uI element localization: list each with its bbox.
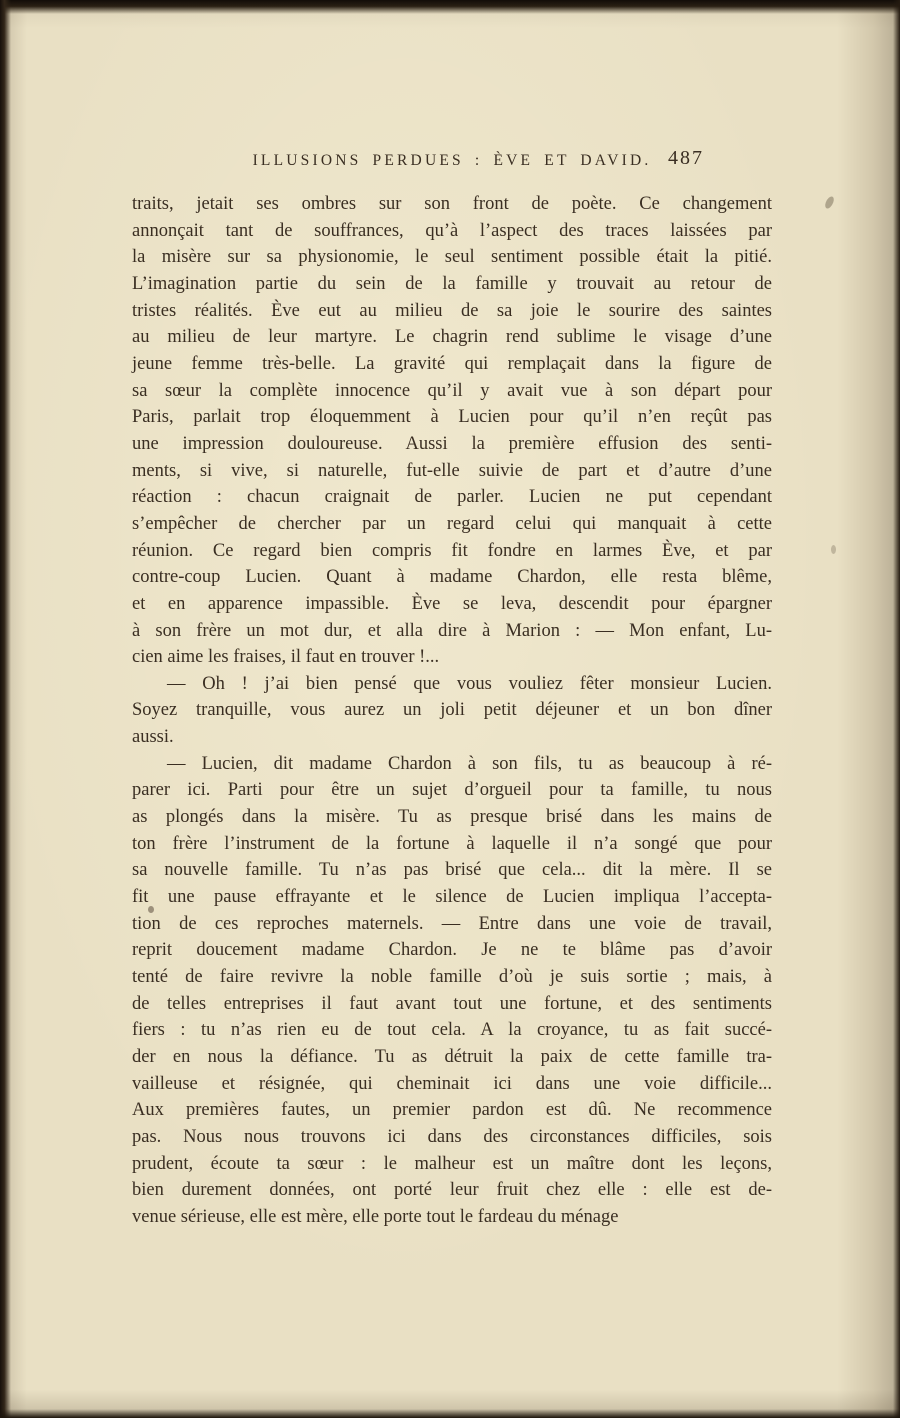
text-line: sa nouvelle famille. Tu n’as pas brisé que cela... dit la mère. Il se (132, 860, 772, 881)
text-line: der en nous la défiance. Tu as détruit la paix de cette famille tra- (132, 1047, 772, 1067)
scan-edge-right (893, 0, 900, 1418)
text-line: la misère sur sa physionomie, le seul sentiment possible était la pitié. (132, 247, 772, 268)
text-line: réaction : chacun craignait de parler. Lucien ne put cependant (132, 487, 772, 508)
text-line: annonçait tant de souffrances, qu’à l’aspect des traces laissées par (132, 220, 772, 241)
scan-edge-bottom (0, 1409, 900, 1418)
text-line: contre-coup Lucien. Quant à madame Chardon, elle resta blême, (132, 567, 772, 588)
text-line: sa sœur la complète innocence qu’il y avait vue à son départ pour (132, 380, 772, 401)
text-line: au milieu de leur martyre. Le chagrin rend sublime le visage d’une (132, 327, 772, 348)
text-line: et en apparence impassible. Ève se leva, descendit pour épargner (132, 593, 772, 614)
text-line: fiers : tu n’as rien eu de tout cela. A la croyance, tu as fait succé- (132, 1020, 772, 1041)
scan-speck (824, 195, 835, 210)
text-line: parer ici. Parti pour être un sujet d’orgueil pour ta famille, tu nous (132, 780, 772, 801)
running-header (132, 147, 772, 178)
text-line: reprit doucement madame Chardon. Je ne te blâme pas d’avoir (132, 940, 772, 961)
page-number: 487 (668, 147, 704, 169)
text-line: — Oh ! j’ai bien pensé que vous vouliez fêter monsieur Lucien. (167, 673, 772, 694)
text-line: tion de ces reproches maternels. — Entre dans une voie de travail, (132, 913, 772, 934)
page-content (132, 0, 772, 1231)
text-line: à son frère un mot dur, et alla dire à Marion : — Mon enfant, Lu- (132, 620, 772, 641)
running-header-title: ILLUSIONS PERDUES : ÈVE ET DAVID. (252, 152, 652, 169)
text-line: traits, jetait ses ombres sur son front de poète. Ce changement (132, 194, 772, 214)
text-line: cien aime les fraises, il faut en trouver !... (132, 647, 440, 668)
text-line: prudent, écoute ta sœur : le malheur est un maître dont les leçons, (132, 1153, 772, 1174)
scan-edge-left (0, 0, 11, 1418)
text-body (132, 191, 772, 1231)
text-line: — Lucien, dit madame Chardon à son fils, tu as beaucoup à ré- (167, 753, 772, 774)
text-line: L’imagination partie du sein de la famille y trouvait au retour de (132, 273, 772, 294)
text-line: aussi. (132, 727, 174, 748)
text-line: pas. Nous nous trouvons ici dans des circonstances difficiles, sois (132, 1126, 772, 1147)
text-line: venue sérieuse, elle est mère, elle porte tout le fardeau du ménage (132, 1206, 619, 1227)
text-line: réunion. Ce regard bien compris fit fondre en larmes Ève, et par (132, 540, 772, 561)
text-line: Paris, parlait trop éloquemment à Lucien pour qu’il n’en reçût pas (132, 407, 772, 428)
text-line: tristes réalités. Ève eut au milieu de sa joie le sourire des saintes (132, 300, 772, 321)
text-line: bien durement données, ont porté leur fruit chez elle : elle est de- (132, 1180, 772, 1201)
text-line: as plongés dans la misère. Tu as presque brisé dans les mains de (132, 807, 772, 828)
scan-speck (831, 545, 836, 554)
text-line: vailleuse et résignée, qui cheminait ici dans une voie difficile... (132, 1073, 772, 1094)
text-line: une impression douloureuse. Aussi la première effusion des senti- (132, 433, 772, 454)
text-line: jeune femme très-belle. La gravité qui remplaçait dans la figure de (132, 353, 772, 374)
text-line: Aux premières fautes, un premier pardon est dû. Ne recommence (132, 1100, 772, 1121)
text-line: fit une pause effrayante et le silence de Lucien impliqua l’accepta- (132, 887, 772, 908)
text-line: ments, si vive, si naturelle, fut-elle suivie de part et d’autre d’une (132, 460, 772, 481)
text-line: Soyez tranquille, vous aurez un joli petit déjeuner et un bon dîner (132, 700, 772, 721)
text-line: s’empêcher de chercher par un regard celui qui manquait à cette (132, 513, 772, 534)
text-line: tenté de faire revivre la noble famille d’où je suis sortie ; mais, à (132, 967, 772, 988)
text-line: ton frère l’instrument de la fortune à laquelle il n’a songé que pour (132, 833, 772, 854)
text-line: de telles entreprises il faut avant tout une fortune, et des sentiments (132, 993, 772, 1014)
